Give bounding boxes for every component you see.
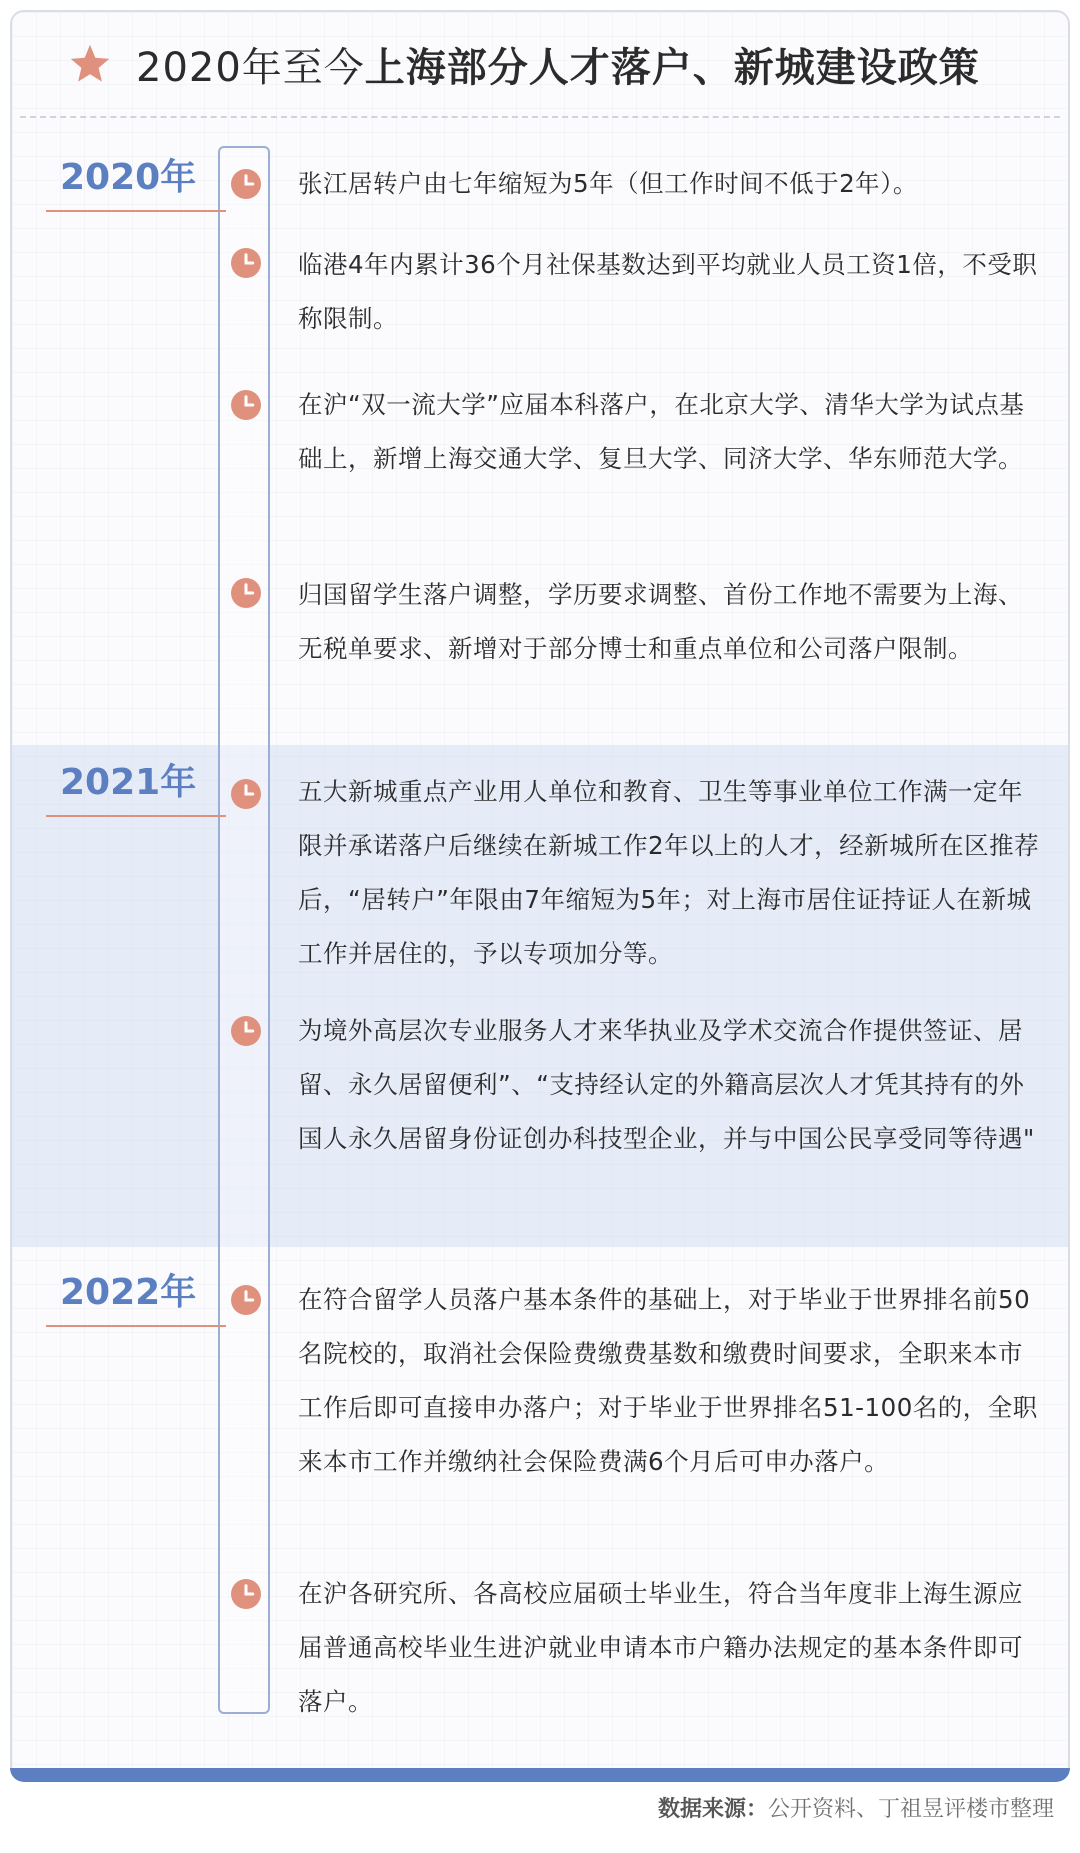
policy-item: 在符合留学人员落户基本条件的基础上，对于毕业于世界排名前50名院校的，取消社会保险费缴费基数和缴费时间要求，全职来本市工作后即可直接申办落户；对于毕业于世界排名51-100名的，全职来本市工作并缴纳社会保险费满6个月后可申办落户。 xyxy=(298,1285,1038,1476)
clock-icon xyxy=(231,1285,261,1315)
title-topic: 上海部分人才落户、新城建设政策 xyxy=(364,44,980,91)
clock-icon xyxy=(231,390,261,420)
policy-item: 归国留学生落户调整，学历要求调整、首份工作地不需要为上海、无税单要求、新增对于部分博士和重点单位和公司落户限制。 xyxy=(298,580,1023,663)
clock-icon xyxy=(231,169,261,199)
source-label: 数据来源： xyxy=(657,1797,768,1822)
year-label: 2020年 xyxy=(60,157,197,198)
year-underline xyxy=(46,1325,226,1327)
star-icon xyxy=(68,42,112,86)
year-2022 xyxy=(46,1267,226,1327)
clock-icon xyxy=(231,1579,261,1609)
policy-item: 在沪各研究所、各高校应届硕士毕业生，符合当年度非上海生源应届普通高校毕业生进沪就业申请本市户籍办法规定的基本条件即可落户。 xyxy=(298,1579,1023,1716)
header xyxy=(12,12,1068,116)
page-title xyxy=(136,36,980,93)
card-bottom-bar xyxy=(10,1768,1070,1782)
clock-icon xyxy=(231,248,261,278)
year-label: 2021年 xyxy=(60,762,197,803)
divider xyxy=(20,116,1060,118)
policy-card xyxy=(10,10,1070,1780)
timeline-rail xyxy=(218,146,270,1714)
year-underline xyxy=(46,815,226,817)
year-label: 2022年 xyxy=(60,1272,197,1313)
data-source xyxy=(658,1790,1054,1830)
clock-icon xyxy=(231,1016,261,1046)
policy-item: 五大新城重点产业用人单位和教育、卫生等事业单位工作满一定年限并承诺落户后继续在新城工作2年以上的人才，经新城所在区推荐后，“居转户”年限由7年缩短为5年；对上海市居住证持证人在新城工作并居住的，予以专项加分等。 xyxy=(298,777,1040,968)
policy-item: 临港4年内累计36个月社保基数达到平均就业人员工资1倍，不受职称限制。 xyxy=(298,250,1038,333)
source-text: 公开资料、丁祖昱评楼市整理 xyxy=(767,1797,1054,1822)
policy-item: 在沪“双一流大学”应届本科落户，在北京大学、清华大学为试点基础上，新增上海交通大学、复旦大学、同济大学、华东师范大学。 xyxy=(298,390,1025,473)
clock-icon xyxy=(231,779,261,809)
year-underline xyxy=(46,210,226,212)
year-2020 xyxy=(46,152,226,212)
year-2021 xyxy=(46,757,226,817)
clock-icon xyxy=(231,578,261,608)
policy-item: 为境外高层次专业服务人才来华执业及学术交流合作提供签证、居留、永久居留便利”、“支持经认定的外籍高层次人才凭其持有的外国人永久居留身份证创办科技型企业，并与中国公民享受同等待遇" xyxy=(298,1016,1035,1153)
policy-item: 张江居转户由七年缩短为5年（但工作时间不低于2年）。 xyxy=(298,169,918,198)
title-years: 2020年至今 xyxy=(136,44,365,91)
